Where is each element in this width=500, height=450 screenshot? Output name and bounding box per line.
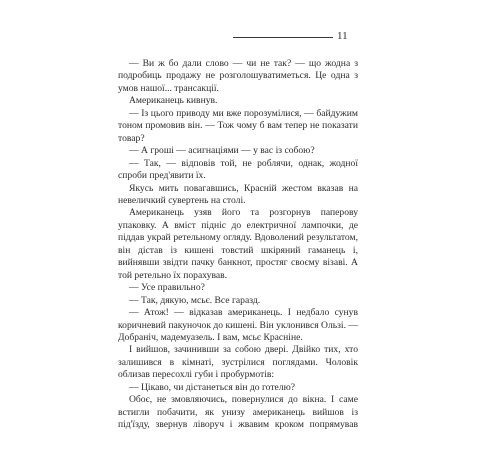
- paragraph: — Так, дякую, мсьє. Все гаразд.: [129, 294, 261, 306]
- paragraph: — Із цього приводу ми вже порозумілися, — байдужим тоном промовив він. — Тож чому б вам тепер не показати товар?: [118, 107, 358, 144]
- paragraph: Якусь мить повагавшись, Красній жестом вказав на невеличкий сувертень на столі.: [118, 182, 358, 206]
- paragraph: — Усе правильно?: [129, 282, 205, 294]
- paragraph: — Цікаво, чи дістанеться він до готелю?: [129, 381, 296, 393]
- paragraph: Обоє, не змовляючись, повернулися до вікна. І саме встигли побачити, як унизу американець вийшов із під'їзду, звернув ліворуч і жвавим кроком попрямував: [118, 394, 358, 431]
- paragraph: — Атож! — відказав американець. І недбало сунув коричневий пакуночок до кишені. Він уклонився Ользі. — Добраніч, мадемуазель. І вам, мсьє Красніне.: [118, 307, 358, 343]
- paragraph: — А гроші — асигнаціями — у вас із собою?: [129, 145, 315, 157]
- paragraph: Американець узяв його та розгорнув паперову упаковку. А вміст підніс до електричної лампочки, де піддав украй ретельному огляду. Вдоволений результатом, він дістав із кишені товстий шкіряний гаманець і, вийнявши звідти пачку банкнот, простяг своєму візаві. А той ретельно їх порахував.: [118, 207, 358, 281]
- paragraph: — Ви ж бо дали слово — чи не так? — що жодна з подробиць продажу не розголошуватиметься. Це одна з умов нашої... трансакції.: [118, 58, 358, 94]
- paragraph: — Так, — відповів той, не роблячи, однак, жодної спроби пред'явити їх.: [118, 157, 358, 182]
- header-rule: [233, 37, 333, 38]
- paragraph: Американець кивнув.: [129, 95, 218, 107]
- body-text: [118, 58, 358, 432]
- page-number: 11: [337, 30, 348, 42]
- paragraph: І вийшов, зачинивши за собою двері. Двійко тих, хто залишився в кімнаті, зустрілися поглядами. Чоловік облизав пересохлі губи і пробурмотів:: [118, 344, 358, 381]
